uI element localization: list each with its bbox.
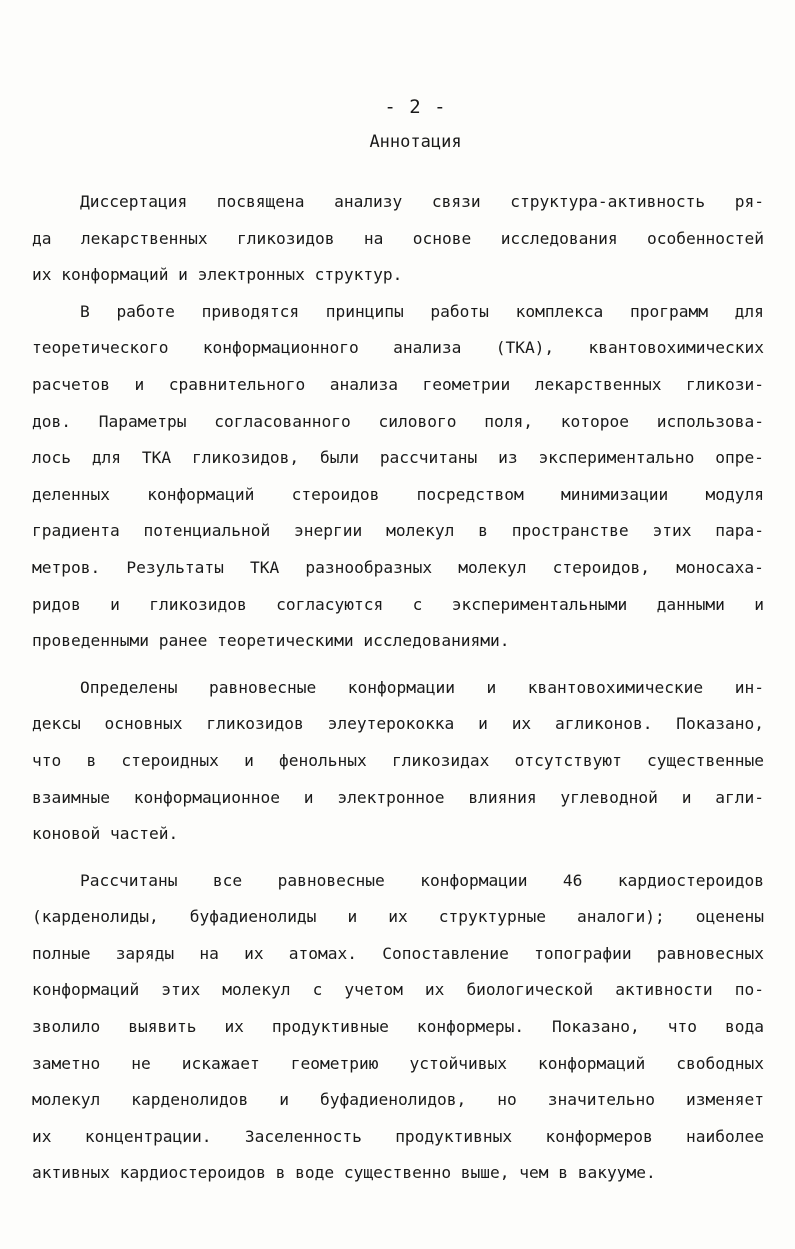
text-line: Рассчитаны все равновесные конформации 46 кардиостероидов [80,870,764,890]
page-number: - 2 - [384,96,447,118]
text-line: градиента потенциальной энергии молекул в пространстве этих пара- [32,521,764,541]
text-line: Диссертация посвящена анализу связи структура-активность ря- [80,192,764,211]
text-line: заметно не искажает геометрию устойчивых конформаций свободных [32,1053,764,1073]
paragraph [32,670,764,853]
text-line: их концентрации. Заселенность продуктивных конформеров наиболее [32,1126,764,1146]
text-line: деленных конформаций стероидов посредством минимизации модуля [32,484,764,504]
text-line: полные заряды на их атомах. Сопоставление топографии равновесных [32,943,764,963]
paragraph [32,294,764,660]
text-line: лось для ТКА гликозидов, были рассчитаны из экспериментально опре- [32,448,764,468]
text-line: что в стероидных и фенольных гликозидах отсутствуют существенные [32,750,764,770]
body-text [32,184,764,1192]
text-line: активных кардиостероидов в воде существенно выше, чем в вакууме. [32,1163,656,1183]
text-line: (карденолиды, буфадиенолиды и их структурные аналоги); оценены [32,907,764,927]
text-line: их конформаций и электронных структур. [32,265,403,285]
text-line: В работе приводятся принципы работы комплекса программ для [80,301,764,321]
paragraph-gap [32,853,764,863]
text-line: да лекарственных гликозидов на основе исследования особенностей [32,228,764,248]
text-line: ридов и гликозидов согласуются с экспериментальными данными и [32,594,764,614]
text-line: метров. Результаты ТКА разнообразных молекул стероидов, моносаха- [32,557,764,577]
paragraph-gap [32,660,764,670]
paragraph [32,863,764,1192]
page-title: Аннотация [369,132,462,152]
text-line: зволило выявить их продуктивные конформеры. Показано, что вода [32,1017,764,1037]
text-line: теоретического конформационного анализа (ТКА), квантовохимических [32,338,764,358]
text-line: взаимные конформационное и электронное влияния углеводной и агли- [32,787,764,807]
text-line: конформаций этих молекул с учетом их биологической активности по- [32,980,764,1000]
text-line: дов. Параметры согласованного силового поля, которое использова- [32,411,764,431]
text-line: дексы основных гликозидов элеутерококка и их агликонов. Показано, [32,714,764,734]
text-line: молекул карденолидов и буфадиенолидов, но значительно изменяет [32,1090,764,1110]
text-line: коновой частей. [32,824,179,844]
text-line: проведенными ранее теоретическими исследованиями. [32,631,510,651]
text-line: расчетов и сравнительного анализа геометрии лекарственных гликози- [32,374,764,394]
text-line: Определены равновесные конформации и квантовохимические ин- [80,677,764,697]
paragraph [32,184,764,294]
